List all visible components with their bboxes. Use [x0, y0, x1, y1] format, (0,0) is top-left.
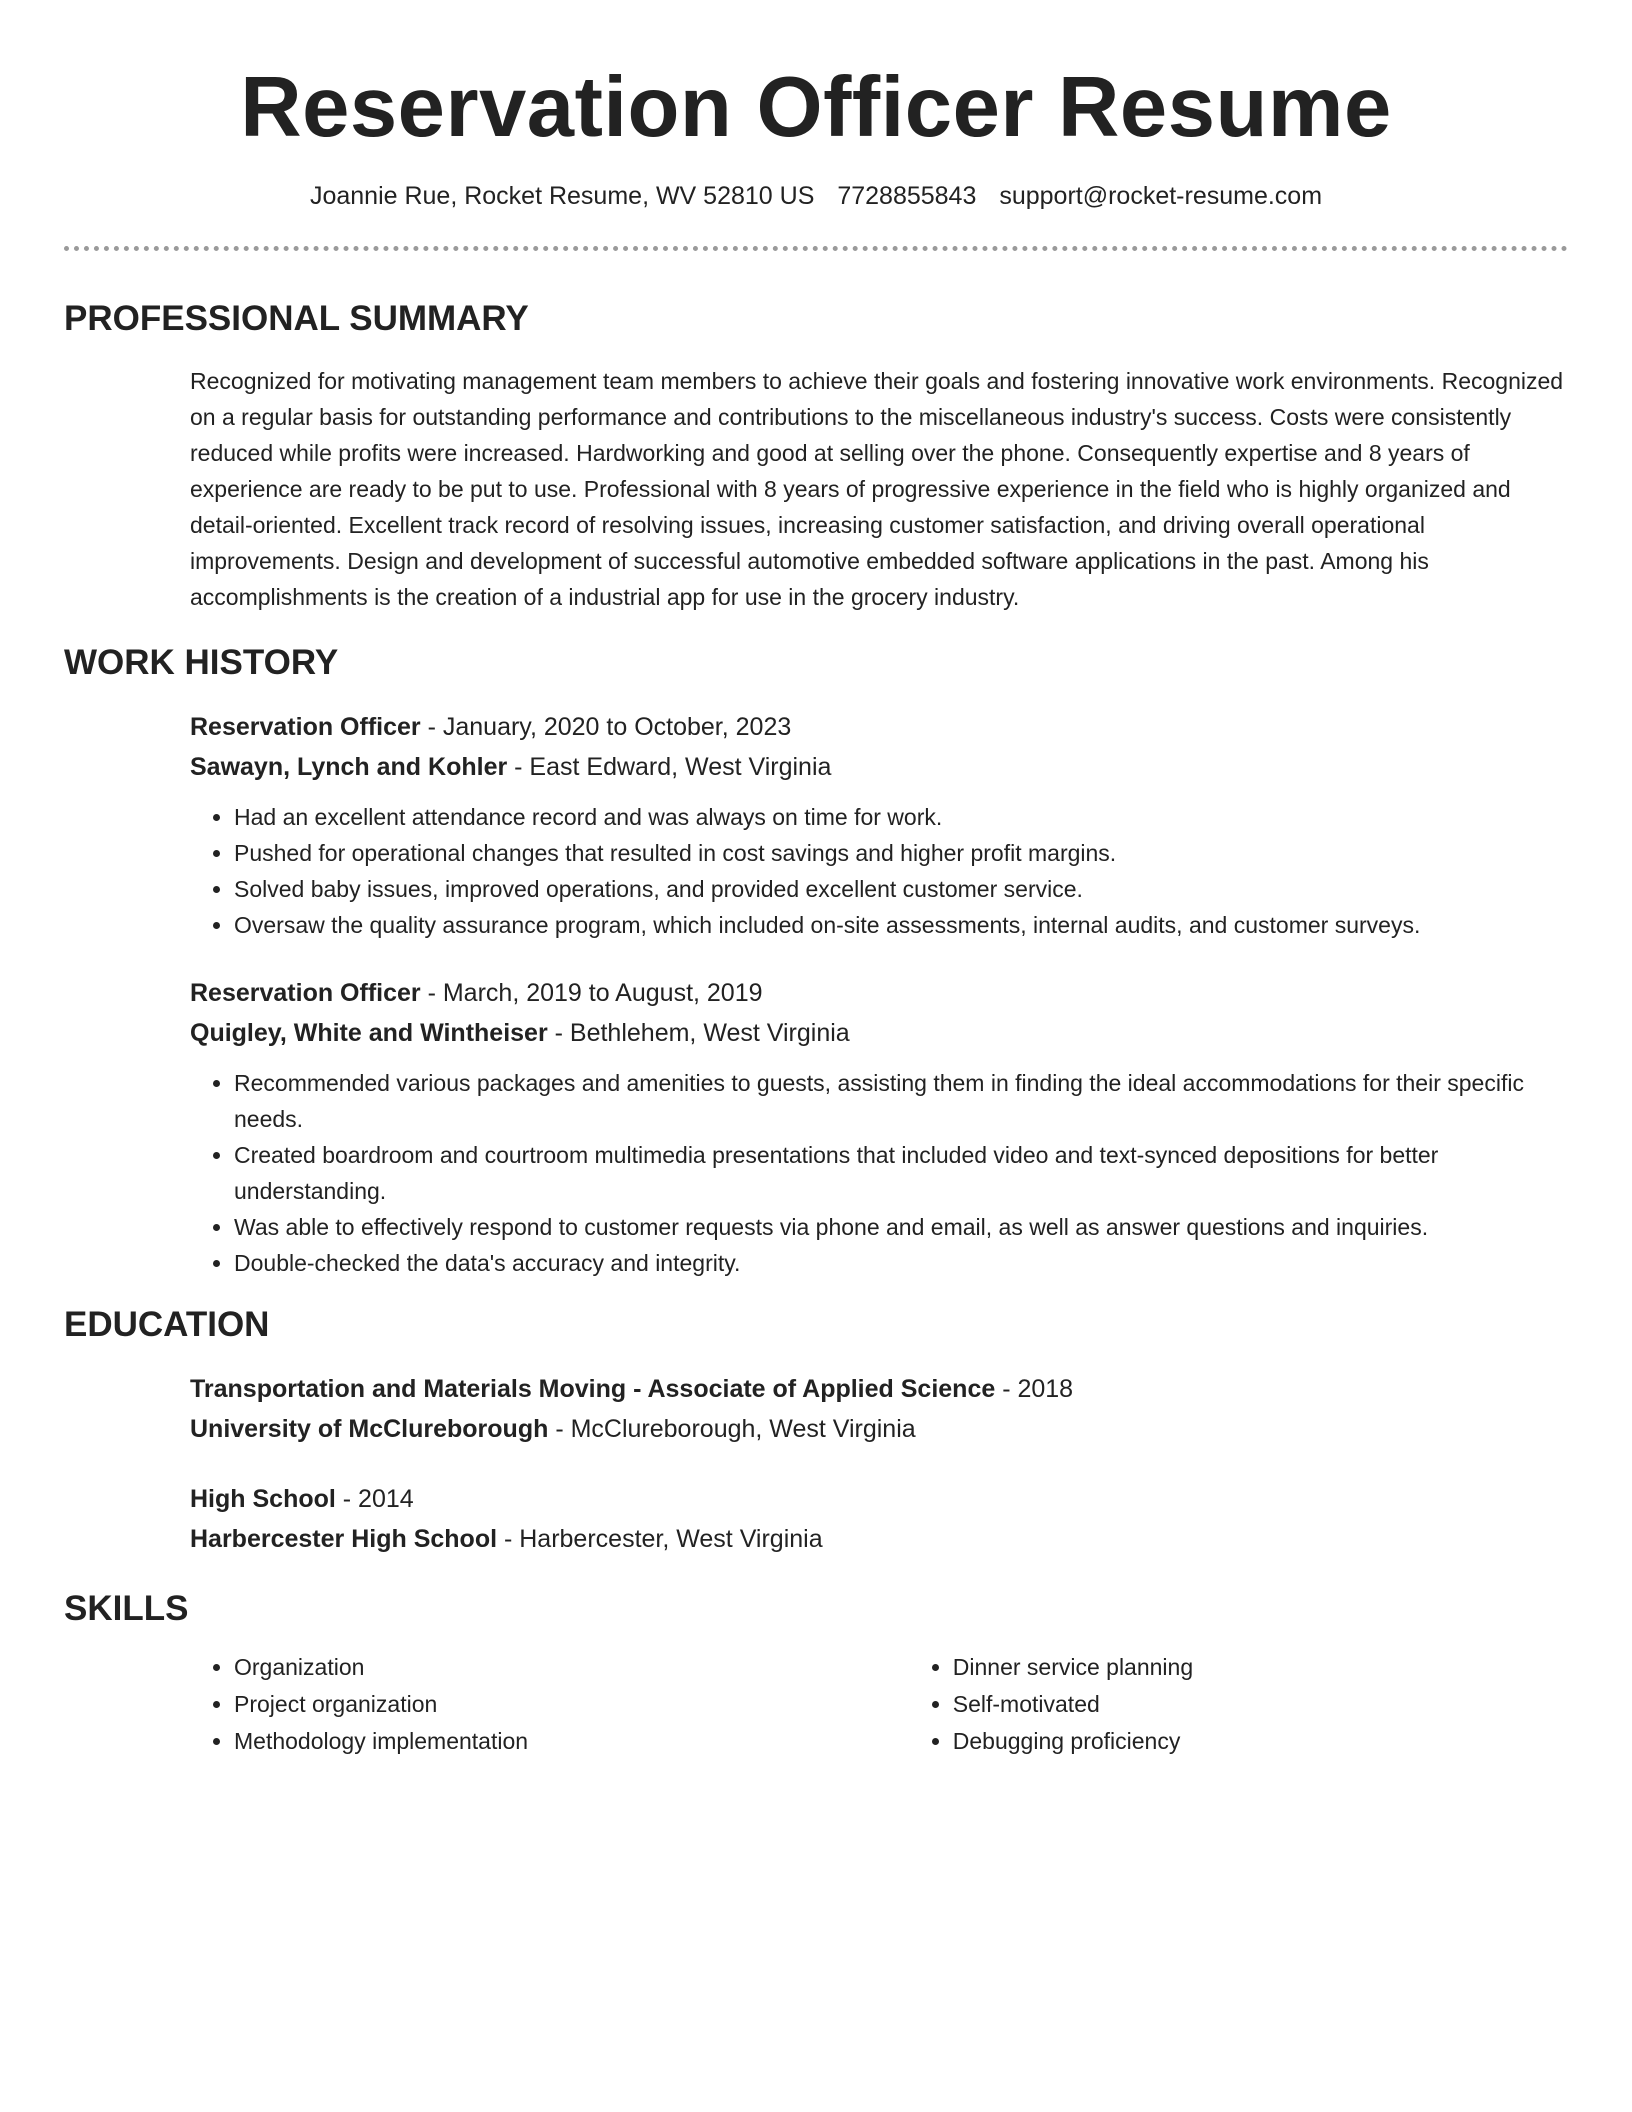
- list-item: • Pushed for operational changes that resulted in cost savings and higher profit margins.: [234, 835, 1568, 871]
- skill-item: • Organization: [234, 1649, 909, 1686]
- skills-column-left: [190, 1649, 909, 1760]
- summary-text: Recognized for motivating management team members to achieve their goals and fostering innovative work environments. Recognized on a regular basis for outstanding performance and contributions to the miscellaneous industry's success. Costs were consistently reduced while profits were increased. Hardworking and good at selling over the phone. Consequently expertise and 8 years of experience are ready to be put to use. Professional with 8 years of progressive experience in the field who is highly organized and detail-oriented. Excellent track record of resolving issues, increasing customer satisfaction, and driving overall operational improvements. Design and development of successful automotive embedded software applications in the past. Among his accomplishments is the creation of a industrial app for use in the grocery industry.: [190, 368, 1564, 610]
- skills-column-right: [909, 1649, 1568, 1760]
- education-degree-line: [190, 1479, 1568, 1519]
- job-dates: - January, 2020 to October, 2023: [420, 713, 792, 741]
- skill-item: • Dinner service planning: [953, 1649, 1568, 1686]
- contact-phone: 7728855843: [837, 182, 977, 210]
- skill-item: • Debugging proficiency: [953, 1723, 1568, 1760]
- education-school-line: [190, 1519, 1568, 1559]
- list-item: • Double-checked the data's accuracy and integrity.: [234, 1245, 1568, 1281]
- education-school: University of McClureborough: [190, 1415, 549, 1443]
- skills-grid: [190, 1649, 1568, 1760]
- education-degree-line: [190, 1369, 1568, 1409]
- list-item: • Oversaw the quality assurance program, which included on-site assessments, internal audits, and customer surveys.: [234, 907, 1568, 943]
- education-year: - 2014: [335, 1485, 414, 1513]
- education-degree: High School: [190, 1485, 336, 1513]
- job-title-line: [190, 973, 1568, 1013]
- summary-section: [190, 363, 1568, 615]
- list-item: • Was able to effectively respond to customer requests via phone and email, as well as answer questions and inquiries.: [234, 1209, 1568, 1245]
- header-divider: [64, 246, 1568, 251]
- education-location: - McClureborough, West Virginia: [548, 1415, 916, 1443]
- skill-item: • Self-motivated: [953, 1686, 1568, 1723]
- education-year: - 2018: [995, 1375, 1074, 1403]
- list-item: • Created boardroom and courtroom multimedia presentations that included video and text-synced depositions for better understanding.: [234, 1137, 1568, 1209]
- job-location: - Bethlehem, West Virginia: [547, 1019, 850, 1047]
- skill-item: • Methodology implementation: [234, 1723, 909, 1760]
- summary-heading: PROFESSIONAL SUMMARY: [64, 299, 529, 338]
- education-heading: EDUCATION: [64, 1305, 270, 1344]
- education-degree: Transportation and Materials Moving - Associate of Applied Science: [190, 1375, 996, 1403]
- job-bullet-list: [190, 799, 1568, 943]
- work-history-section: [190, 707, 1568, 1281]
- resume-title: Reservation Officer Resume: [240, 60, 1392, 155]
- list-item: • Had an excellent attendance record and was always on time for work.: [234, 799, 1568, 835]
- education-section: [190, 1369, 1568, 1559]
- job-company: Sawayn, Lynch and Kohler: [190, 753, 508, 781]
- education-school-line: [190, 1409, 1568, 1449]
- list-item: • Solved baby issues, improved operations, and provided excellent customer service.: [234, 871, 1568, 907]
- skills-heading: SKILLS: [64, 1589, 189, 1628]
- skill-item: • Project organization: [234, 1686, 909, 1723]
- work-history-heading: WORK HISTORY: [64, 643, 339, 682]
- list-item: • Recommended various packages and amenities to guests, assisting them in finding the ideal accommodations for their specific needs.: [234, 1065, 1568, 1137]
- skills-section: [190, 1649, 1568, 1760]
- job-bullet-list: [190, 1065, 1568, 1281]
- contact-email: support@rocket-resume.com: [999, 182, 1323, 210]
- job-title-line: [190, 707, 1568, 747]
- job-title: Reservation Officer: [190, 979, 421, 1007]
- job-dates: - March, 2019 to August, 2019: [420, 979, 763, 1007]
- education-location: - Harbercester, West Virginia: [497, 1525, 823, 1553]
- job-location: - East Edward, West Virginia: [507, 753, 832, 781]
- job-company: Quigley, White and Wintheiser: [190, 1019, 548, 1047]
- job-company-line: [190, 747, 1568, 787]
- contact-address: Joannie Rue, Rocket Resume, WV 52810 US: [309, 182, 815, 210]
- job-title: Reservation Officer: [190, 713, 421, 741]
- education-school: Harbercester High School: [190, 1525, 498, 1553]
- contact-line: [64, 180, 1568, 212]
- job-company-line: [190, 1013, 1568, 1053]
